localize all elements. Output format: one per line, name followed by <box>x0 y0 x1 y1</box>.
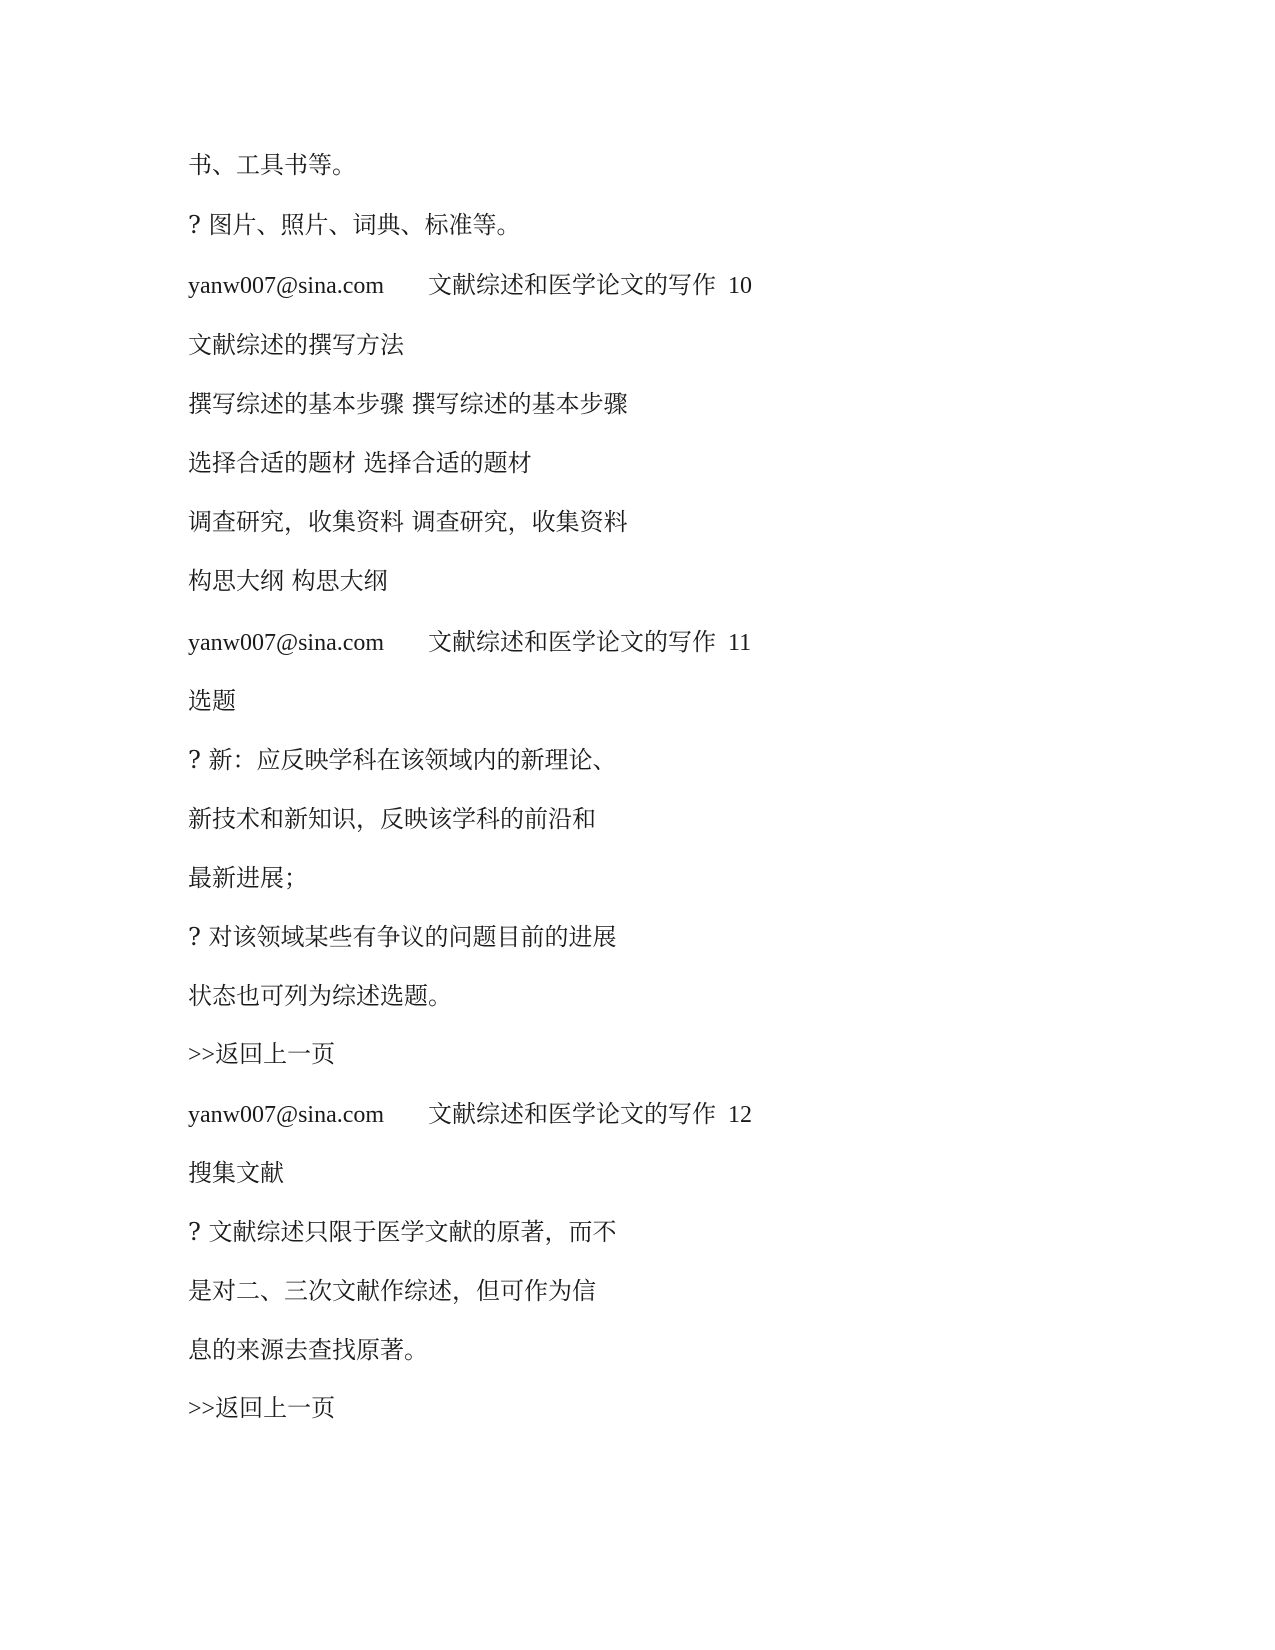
footer-email: yanw007@sina.com <box>188 630 385 656</box>
footer-page-number: 12 <box>728 1102 752 1128</box>
footer-title: 文献综述和医学论文的写作 <box>428 271 716 299</box>
back-link[interactable]: >>返回上一页 <box>188 1042 336 1068</box>
back-link[interactable]: >>返回上一页 <box>188 1396 336 1422</box>
footer-page-number: 10 <box>728 273 752 299</box>
section-heading: 选题 <box>188 687 236 715</box>
text-line: 状态也可列为综述选题。 <box>188 982 452 1010</box>
footer-title: 文献综述和医学论文的写作 <box>428 1100 716 1128</box>
text-line: 书、工具书等。 <box>188 151 356 179</box>
bullet-line: ? 对该领域某些有争议的问题目前的进展 <box>188 923 617 951</box>
footer-title: 文献综述和医学论文的写作 <box>428 628 716 656</box>
slide-footer <box>188 627 751 658</box>
slide-footer <box>188 1099 752 1130</box>
text-line: 是对二、三次文献作综述，但可作为信 <box>188 1277 596 1305</box>
text-line: 选择合适的题材 选择合适的题材 <box>188 449 532 477</box>
footer-email: yanw007@sina.com <box>188 1102 385 1128</box>
footer-page-number: 11 <box>728 630 752 656</box>
footer-email: yanw007@sina.com <box>188 273 385 299</box>
text-line: 最新进展； <box>188 864 308 892</box>
section-heading: 搜集文献 <box>188 1159 284 1187</box>
section-heading: 文献综述的撰写方法 <box>188 331 404 359</box>
text-line: 调查研究，收集资料 调查研究，收集资料 <box>188 508 628 536</box>
text-line: 息的来源去查找原著。 <box>188 1336 428 1364</box>
text-line: 构思大纲 构思大纲 <box>188 567 388 595</box>
bullet-line: ? 图片、照片、词典、标准等。 <box>188 211 521 239</box>
bullet-line: ? 新：应反映学科在该领域内的新理论、 <box>188 746 617 774</box>
text-line: 撰写综述的基本步骤 撰写综述的基本步骤 <box>188 390 628 418</box>
text-line: 新技术和新知识，反映该学科的前沿和 <box>188 805 596 833</box>
slide-footer <box>188 270 752 301</box>
bullet-line: ? 文献综述只限于医学文献的原著，而不 <box>188 1218 617 1246</box>
